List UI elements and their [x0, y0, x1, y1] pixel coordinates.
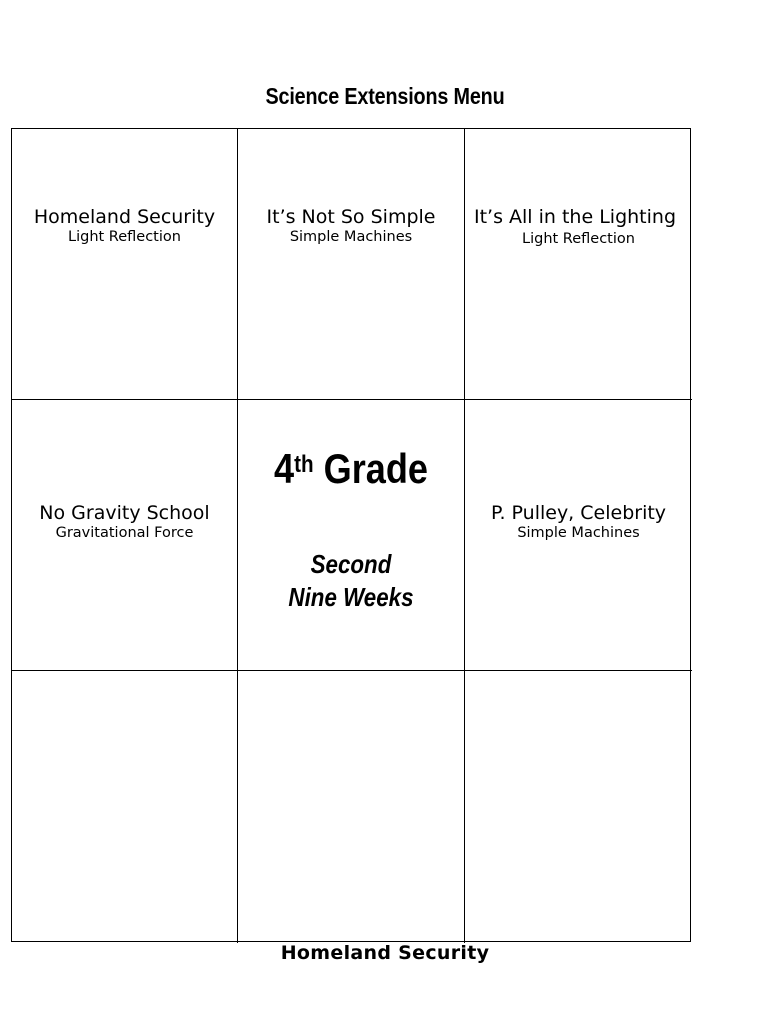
activity-block: [12, 206, 237, 246]
activity-block: [465, 206, 692, 248]
activity-block: [238, 206, 464, 246]
footer-label: Homeland Security: [280, 942, 490, 964]
activity-title: Homeland Security: [33, 206, 216, 228]
activity-subtitle: Light Reflection: [68, 229, 181, 245]
menu-cell-r2c1[interactable]: [12, 400, 238, 671]
menu-cell-r3c1[interactable]: [12, 671, 238, 943]
menu-cell-r1c2[interactable]: [238, 129, 465, 400]
menu-cell-r2c3[interactable]: [465, 400, 692, 671]
activity-subtitle: Simple Machines: [517, 525, 640, 541]
activity-subtitle: Simple Machines: [289, 229, 413, 245]
activity-title: No Gravity School: [39, 502, 210, 524]
activity-subtitle: Light Reflection: [522, 231, 635, 247]
menu-cell-r1c1[interactable]: [12, 129, 238, 400]
menu-grid: [11, 128, 691, 942]
activity-title: P. Pulley, Celebrity: [490, 502, 667, 524]
menu-cell-center: [238, 400, 465, 671]
page-title: Science Extensions Menu: [265, 83, 505, 109]
menu-cell-r1c3[interactable]: [465, 129, 692, 400]
menu-cell-r3c2[interactable]: [238, 671, 465, 943]
activity-title: It’s All in the Lighting: [474, 206, 677, 228]
activity-title: It’s Not So Simple: [266, 206, 436, 228]
activity-block: [12, 502, 237, 542]
grade-suffix: th: [294, 451, 314, 478]
grade-number: 4: [273, 445, 295, 492]
grading-period: Second Nine Weeks: [288, 549, 414, 612]
activity-block: [465, 502, 692, 542]
menu-cell-r3c3[interactable]: [465, 671, 692, 943]
activity-subtitle: Gravitational Force: [55, 525, 194, 541]
grade-heading: [254, 444, 448, 494]
grade-word: Grade: [313, 445, 428, 492]
